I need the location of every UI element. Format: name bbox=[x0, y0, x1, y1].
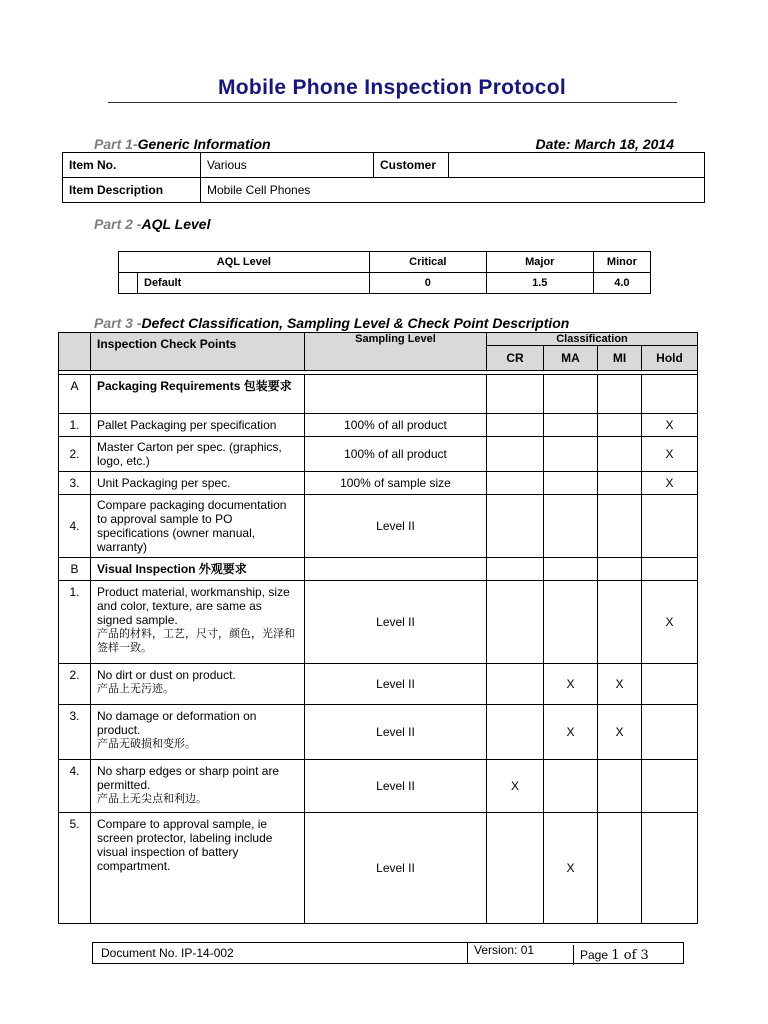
footer-page-total: 3 bbox=[640, 948, 649, 963]
aql-minor-value: 4.0 bbox=[593, 273, 650, 294]
generic-info-table bbox=[62, 152, 705, 203]
row-number: 3. bbox=[59, 472, 91, 495]
check-point-text: Unit Packaging per spec. bbox=[91, 472, 305, 495]
table-row bbox=[59, 495, 698, 558]
cr-mark: X bbox=[487, 760, 544, 813]
cr-header: CR bbox=[487, 346, 544, 371]
classification-header: Classification bbox=[487, 333, 698, 346]
cell-blank bbox=[642, 558, 698, 581]
hold-mark bbox=[642, 495, 698, 558]
sampling-level: Level II bbox=[305, 581, 487, 664]
mi-mark bbox=[598, 437, 642, 472]
item-description-value: Mobile Cell Phones bbox=[201, 178, 705, 203]
aql-table bbox=[118, 251, 651, 294]
hold-mark: X bbox=[642, 437, 698, 472]
ma-mark bbox=[544, 760, 598, 813]
cell-blank bbox=[305, 375, 487, 414]
document-title: Mobile Phone Inspection Protocol bbox=[218, 76, 566, 99]
mi-mark bbox=[598, 495, 642, 558]
section-letter: A bbox=[59, 375, 91, 414]
check-point-text: Compare packaging documentation to approval sample to PO specifications (owner manual, warranty) bbox=[91, 495, 305, 558]
hold-mark bbox=[642, 705, 698, 760]
row-number: 1. bbox=[59, 581, 91, 664]
aql-default-name: Default bbox=[138, 273, 370, 294]
cell-blank bbox=[598, 558, 642, 581]
cr-mark bbox=[487, 813, 544, 924]
part1-title: Generic Information bbox=[137, 136, 271, 152]
footer-page-of: of bbox=[619, 948, 641, 963]
check-point-text: No sharp edges or sharp point are permitted. bbox=[97, 764, 280, 792]
hold-mark: X bbox=[642, 581, 698, 664]
check-point-chinese: 产品无破损和变形。 bbox=[97, 737, 196, 750]
footer-version: Version: 01 bbox=[467, 943, 570, 963]
header-blank-cell bbox=[59, 333, 91, 371]
mi-mark bbox=[598, 472, 642, 495]
table-row bbox=[59, 705, 698, 760]
cell-blank bbox=[544, 375, 598, 414]
check-point-cell bbox=[91, 664, 305, 705]
cr-mark bbox=[487, 472, 544, 495]
ma-mark bbox=[544, 414, 598, 437]
check-point-text: Product material, workmanship, size and color, texture, are same as signed sample. bbox=[97, 585, 290, 627]
part2-number: Part 2 - bbox=[94, 216, 142, 232]
row-number: 5. bbox=[59, 813, 91, 924]
item-no-row bbox=[63, 153, 705, 178]
inspection-table bbox=[58, 332, 698, 924]
sampling-level: Level II bbox=[305, 760, 487, 813]
ma-mark: X bbox=[544, 705, 598, 760]
part2-title: AQL Level bbox=[141, 216, 211, 232]
footer-document-no: Document No. IP-14-002 bbox=[101, 946, 234, 960]
check-point-cell bbox=[91, 760, 305, 813]
footer-page-current: 1 bbox=[611, 948, 620, 963]
ma-mark bbox=[544, 437, 598, 472]
hold-mark: X bbox=[642, 472, 698, 495]
sampling-level: 100% of all product bbox=[305, 414, 487, 437]
table-row bbox=[59, 664, 698, 705]
item-no-value: Various bbox=[201, 153, 374, 178]
mi-header: MI bbox=[598, 346, 642, 371]
check-point-text: Compare to approval sample, ie screen protector, labeling include visual inspection of battery compartment. bbox=[91, 813, 305, 924]
sampling-level: Level II bbox=[305, 664, 487, 705]
mi-mark bbox=[598, 813, 642, 924]
mi-mark bbox=[598, 581, 642, 664]
customer-value bbox=[449, 153, 705, 178]
mi-mark bbox=[598, 414, 642, 437]
section-title: Packaging Requirements 包装要求 bbox=[91, 375, 305, 414]
row-number: 3. bbox=[59, 705, 91, 760]
check-point-cell bbox=[91, 705, 305, 760]
row-number: 2. bbox=[59, 664, 91, 705]
check-point-text: Pallet Packaging per specification bbox=[91, 414, 305, 437]
sampling-level: 100% of sample size bbox=[305, 472, 487, 495]
item-description-label: Item Description bbox=[63, 178, 201, 203]
cr-mark bbox=[487, 664, 544, 705]
check-point-chinese: 产品上无污迹。 bbox=[97, 682, 174, 695]
aql-default-row bbox=[119, 273, 651, 294]
row-number: 4. bbox=[59, 760, 91, 813]
aql-header-row bbox=[119, 252, 651, 273]
aql-blank-cell bbox=[119, 273, 138, 294]
mi-mark bbox=[598, 760, 642, 813]
table-row bbox=[59, 437, 698, 472]
item-no-label: Item No. bbox=[63, 153, 201, 178]
ma-mark: X bbox=[544, 813, 598, 924]
mi-mark: X bbox=[598, 664, 642, 705]
ma-header: MA bbox=[544, 346, 598, 371]
part1-number: Part 1- bbox=[94, 136, 138, 152]
footer-page-number bbox=[573, 945, 684, 965]
check-point-cell bbox=[91, 581, 305, 664]
section-letter: B bbox=[59, 558, 91, 581]
table-row bbox=[59, 414, 698, 437]
aql-minor-header: Minor bbox=[593, 252, 650, 273]
cr-mark bbox=[487, 705, 544, 760]
aql-major-header: Major bbox=[486, 252, 593, 273]
cr-mark bbox=[487, 414, 544, 437]
sampling-level: 100% of all product bbox=[305, 437, 487, 472]
table-row bbox=[59, 472, 698, 495]
aql-critical-header: Critical bbox=[369, 252, 486, 273]
item-description-row bbox=[63, 178, 705, 203]
title-underline bbox=[108, 102, 677, 103]
footer-page-prefix: Page bbox=[580, 948, 612, 962]
ma-mark bbox=[544, 581, 598, 664]
table-row bbox=[59, 760, 698, 813]
check-point-chinese: 产品上无尖点和利边。 bbox=[97, 792, 207, 805]
mi-mark: X bbox=[598, 705, 642, 760]
cell-blank bbox=[642, 375, 698, 414]
hold-mark: X bbox=[642, 414, 698, 437]
row-number: 4. bbox=[59, 495, 91, 558]
cell-blank bbox=[544, 558, 598, 581]
table-row bbox=[59, 581, 698, 664]
page-footer bbox=[92, 942, 684, 964]
cell-blank bbox=[305, 558, 487, 581]
cell-blank bbox=[598, 375, 642, 414]
ma-mark bbox=[544, 495, 598, 558]
cell-blank bbox=[487, 375, 544, 414]
cr-mark bbox=[487, 495, 544, 558]
aql-level-header: AQL Level bbox=[119, 252, 370, 273]
customer-label: Customer bbox=[374, 153, 449, 178]
row-number: 1. bbox=[59, 414, 91, 437]
check-point-text: No damage or deformation on product. bbox=[97, 709, 257, 737]
cr-mark bbox=[487, 581, 544, 664]
cr-mark bbox=[487, 437, 544, 472]
hold-mark bbox=[642, 813, 698, 924]
part3-number: Part 3 - bbox=[94, 315, 142, 331]
section-row-a bbox=[59, 375, 698, 414]
row-number: 2. bbox=[59, 437, 91, 472]
check-point-text: No dirt or dust on product. bbox=[97, 668, 236, 682]
aql-critical-value: 0 bbox=[369, 273, 486, 294]
ma-mark: X bbox=[544, 664, 598, 705]
check-point-text: Master Carton per spec. (graphics, logo, etc.) bbox=[91, 437, 305, 472]
sampling-level: Level II bbox=[305, 705, 487, 760]
part2-heading bbox=[94, 216, 210, 232]
cell-blank bbox=[487, 558, 544, 581]
document-date: Date: March 18, 2014 bbox=[535, 136, 674, 152]
part3-heading bbox=[94, 315, 569, 331]
check-points-header: Inspection Check Points bbox=[91, 333, 305, 371]
section-title: Visual Inspection 外观要求 bbox=[91, 558, 305, 581]
inspection-header-row-1 bbox=[59, 333, 698, 346]
table-row bbox=[59, 813, 698, 924]
hold-mark bbox=[642, 664, 698, 705]
hold-header: Hold bbox=[642, 346, 698, 371]
sampling-level-header: Sampling Level bbox=[305, 333, 487, 371]
ma-mark bbox=[544, 472, 598, 495]
part1-heading bbox=[94, 136, 271, 152]
part3-title: Defect Classification, Sampling Level & Check Point Description bbox=[141, 315, 570, 331]
check-point-chinese: 产品的材料，工艺，尺寸，颜色，光泽和签样一致。 bbox=[97, 627, 295, 654]
aql-major-value: 1.5 bbox=[486, 273, 593, 294]
sampling-level: Level II bbox=[305, 495, 487, 558]
sampling-level: Level II bbox=[305, 813, 487, 924]
hold-mark bbox=[642, 760, 698, 813]
section-row-b bbox=[59, 558, 698, 581]
